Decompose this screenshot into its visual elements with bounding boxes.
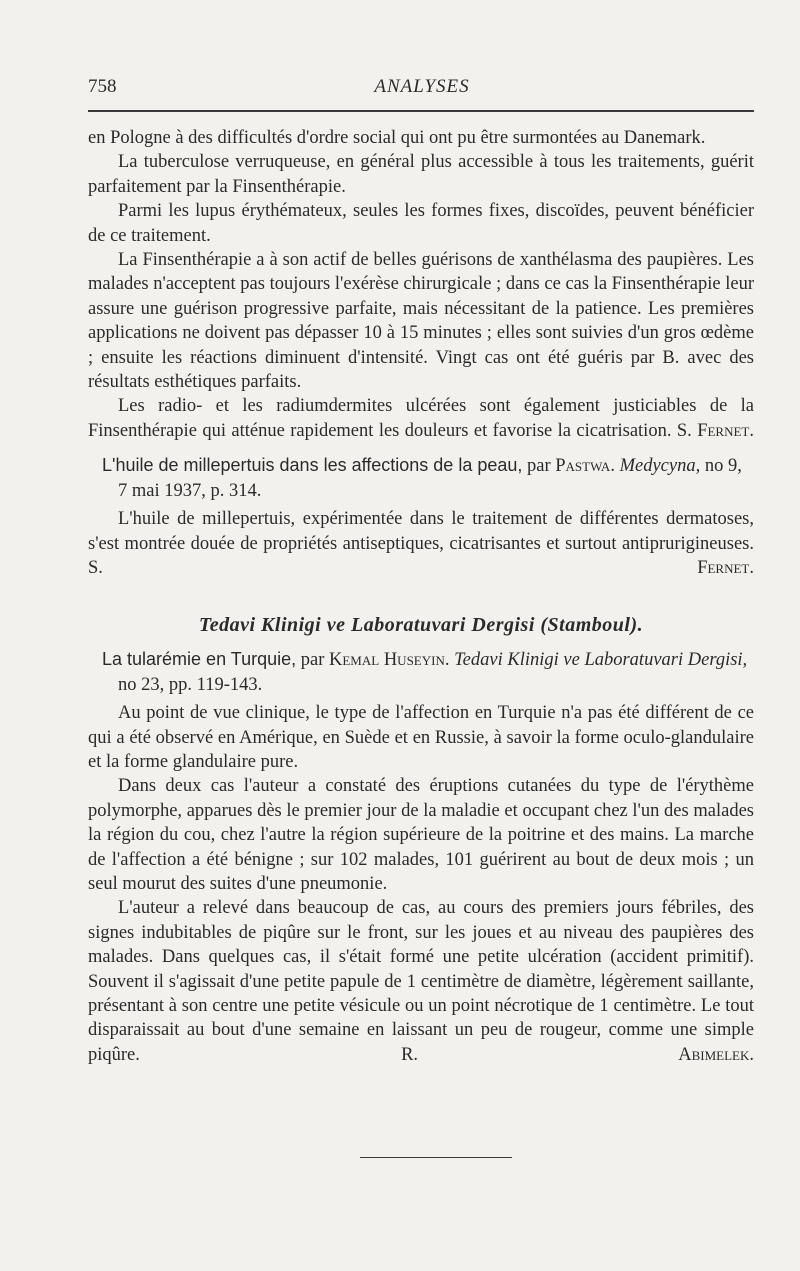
article-source: Tedavi Klinigi ve Laboratuvari Dergisi,	[454, 650, 748, 671]
article-entry	[88, 453, 754, 503]
paragraph: Parmi les lupus érythémateux, seules les formes fixes, discoïdes, peuvent bénéficier de ce traitement.	[88, 201, 754, 246]
paragraph-with-signature	[88, 896, 754, 1067]
paragraph: La Finsenthérapie a à son actif de belles guérisons de xanthélasma des paupières. Les malades n'acceptent pas toujours l'exérèse chirurgicale ; dans ce cas la Finsenthérapie leur assure une guérison progressive parfaite, mais nécessitant de la patience. Les premières applications ne doivent pas dépasser 10 à 15 minutes ; elles sont suivies d'un gros œdème ; ensuite les réactions diminuent d'intensité. Vingt cas ont été guéris par B. avec des résultats esthétiques parfaits.	[88, 250, 754, 393]
page-content	[88, 126, 754, 1067]
article-author: Kemal Huseyin.	[329, 650, 450, 671]
paragraph: Au point de vue clinique, le type de l'affection en Turquie n'a pas été différent de ce qui a été observé en Amérique, en Suède et en Russie, à savoir la forme oculo-glandulaire et la forme glandulaire pure.	[88, 703, 754, 772]
article-citation: no 9, 7 mai 1937, p. 314.	[118, 456, 742, 501]
article-title: La tularémie en Turquie,	[102, 649, 297, 670]
paragraph: en Pologne à des difficultés d'ordre social qui ont pu être surmontées au Danemark.	[88, 128, 706, 148]
signature: S. Fernet.	[676, 420, 754, 441]
signature: R. Abimelek.	[401, 1044, 754, 1065]
running-title: ANALYSES	[374, 76, 470, 97]
paragraph-with-signature	[88, 394, 754, 443]
paragraph-text: Les radio- et les radiumdermites ulcérées sont également justiciables de la Finsenthérapie qui atténue rapidement les douleurs et favorise la cicatrisation.	[88, 396, 754, 441]
end-rule	[360, 1157, 512, 1158]
paragraph: La tuberculose verruqueuse, en général plus accessible à tous les traitements, guérit parfaitement par la Finsenthérapie.	[88, 152, 754, 197]
article-source: Medycyna,	[619, 456, 701, 477]
article-entry	[88, 647, 754, 697]
signature: S. Fernet.	[88, 557, 754, 578]
section-heading: Tedavi Klinigi ve Laboratuvari Dergisi (Stamboul).	[198, 614, 644, 637]
article-title: L'huile de millepertuis dans les affections de la peau,	[102, 455, 523, 476]
paragraph-with-signature	[88, 507, 754, 580]
header-rule	[88, 110, 754, 112]
paragraph-text: L'huile de millepertuis, expérimentée dans le traitement de différentes dermatoses, s'est montrée douée de propriétés antiseptiques, cicatrisantes et surtout antiprurigineuses.	[88, 509, 754, 554]
article-author: Pastwa.	[555, 456, 615, 477]
page-number: 758	[88, 76, 117, 97]
paragraph: Dans deux cas l'auteur a constaté des éruptions cutanées du type de l'érythème polymorphe, apparues dès le premier jour de la maladie et occupant chez l'un des malades la région du cou, chez l'autre la région supérieure de la poitrine et des mains. La marche de l'affection a été bénigne ; sur 102 malades, 101 guérirent au bout de deux mois ; un seul mourut des suites d'une pneumonie.	[88, 776, 754, 894]
page-header	[88, 76, 756, 100]
article-by: par	[527, 456, 551, 477]
article-citation: no 23, pp. 119-143.	[118, 674, 263, 695]
paragraph-text: L'auteur a relevé dans beaucoup de cas, au cours des premiers jours fébriles, des signes indubitables de piqûre sur le front, sur les joues et au niveau des paupières des malades. Dans quelques cas, il s'était formé une petite ulcération (accident primitif). Souvent il s'agissait d'une petite papule de 1 centimètre de diamètre, légèrement saillante, présentant à son centre une petite vésicule ou un point nécrotique de 1 centimètre. Le tout disparaissait au bout d'une semaine en laissant un peu de rougeur, comme une simple piqûre.	[88, 898, 754, 1065]
article-by: par	[300, 650, 325, 671]
